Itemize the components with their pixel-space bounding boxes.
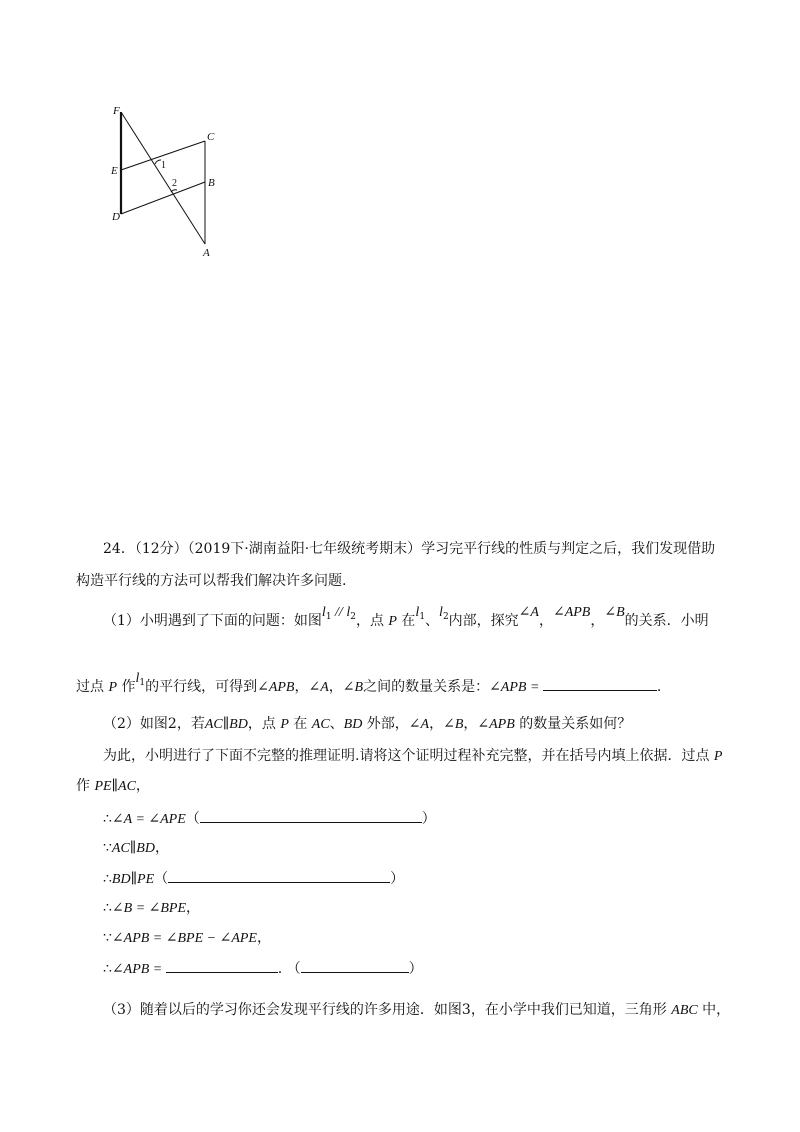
angle-2-arc xyxy=(171,190,177,192)
label-a: A xyxy=(203,247,210,259)
label-e: E xyxy=(111,165,118,177)
label-angle-1: 1 xyxy=(161,160,166,171)
segment-fa xyxy=(121,112,205,244)
q24-part2-line-1: （2）如图2，若AC∥BD，点 P 在 AC、BD 外部，∠A，∠B，∠APB 的数量关系如何？ xyxy=(103,716,632,732)
label-c: C xyxy=(207,131,215,143)
q24-part2-line-2: 为此，小明进行了下面不完整的推理证明.请将这个证明过程补充完整，并在括号内填上依据．过点 P xyxy=(103,748,723,764)
label-angle-2: 2 xyxy=(172,178,177,189)
label-f: F xyxy=(113,105,120,117)
proof-step-5: ∵∠APB = ∠BPE − ∠APE， xyxy=(103,930,271,946)
proof-step-2: ∵AC∥BD， xyxy=(103,840,169,856)
q24-line-1: 24．（12分）（2019下·湖南益阳·七年级统考期末）学习完平行线的性质与判定之后，我们发现借助 xyxy=(103,541,716,557)
q24-part2-line-3: 作 PE∥AC， xyxy=(76,778,150,794)
answer-blank-2[interactable] xyxy=(166,958,278,973)
segment-db xyxy=(121,182,205,214)
answer-blank-1[interactable] xyxy=(543,676,657,691)
geometry-figure xyxy=(104,98,234,266)
q24-line-2: 构造平行线的方法可以帮我们解决许多问题. xyxy=(76,573,347,589)
reason-blank-2[interactable] xyxy=(168,868,390,883)
reason-blank-3[interactable] xyxy=(301,958,409,973)
label-b: B xyxy=(208,177,215,189)
proof-step-4: ∴∠B = ∠BPE， xyxy=(103,900,201,916)
q24-part3-line-1: （3）随着以后的学习你还会发现平行线的许多用途．如图3，在小学中我们已知道，三角形 ABC 中， xyxy=(103,1002,731,1018)
proof-step-1: ∴∠A = ∠APE（ ） xyxy=(103,808,436,830)
label-d: D xyxy=(112,211,120,223)
proof-step-3: ∴BD∥PE（ ） xyxy=(103,868,404,890)
reason-blank-1[interactable] xyxy=(200,808,422,823)
proof-step-6: ∴∠APB = . （ ） xyxy=(103,958,423,980)
q24-part1-line-1: （1）小明遇到了下面的问题：如图$l_1 // l_2$，点 P 在$l_1$、$l_2$内部，探究∠A，∠APB，∠B的关系．小明 xyxy=(103,605,709,629)
q24-part1-line-2: 过点 P 作$l_1$的平行线，可得到∠APB，∠A，∠B之间的数量关系是：∠APB = . xyxy=(76,671,662,695)
